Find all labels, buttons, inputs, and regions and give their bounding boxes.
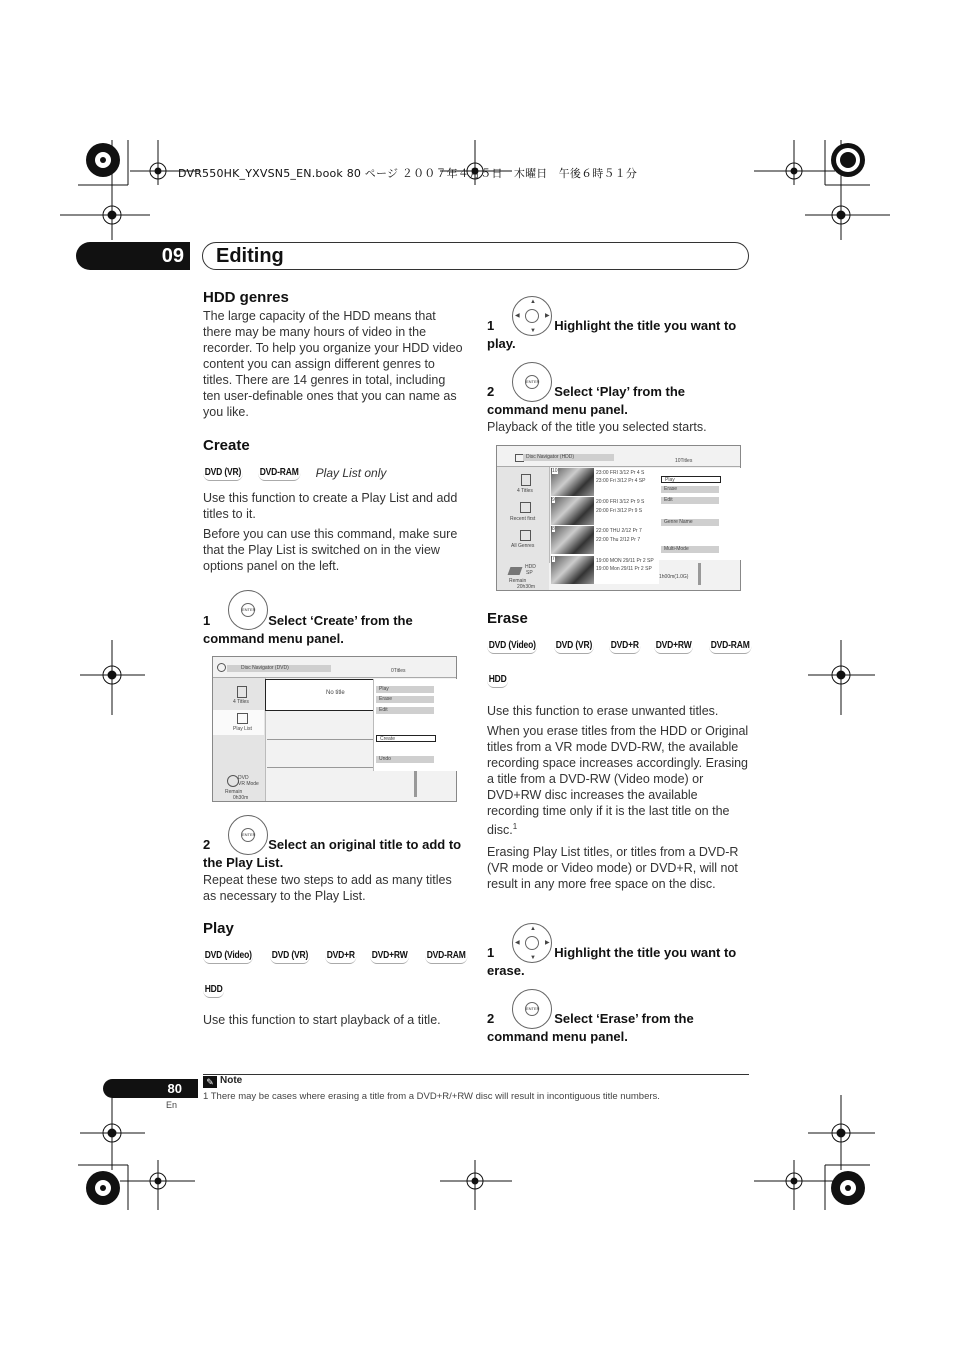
title-row-selected (265, 679, 375, 711)
remain-time: 0h30m (233, 795, 249, 801)
create-step-2 (203, 836, 465, 872)
genre-icon (520, 530, 531, 541)
note-divider (203, 1074, 749, 1075)
play-step-1 (487, 317, 749, 353)
command-menu (659, 468, 741, 560)
erase-badges (487, 638, 759, 654)
menu-edit: Edit (376, 707, 434, 714)
play-badges (203, 948, 475, 964)
row-date: 20:00 FRI 3/12 Pr 9 S (596, 499, 645, 505)
page-lang: En (166, 1100, 178, 1110)
row-number: 9 (552, 497, 555, 503)
play-step2-body: Playback of the title you selected starts. (487, 420, 707, 434)
step-number: 2 (487, 384, 495, 399)
play-step-2 (487, 383, 749, 419)
remain-label: Remain (509, 578, 527, 584)
step-text: Select an original title to add to the Play List. (203, 837, 462, 870)
step-text: Select ‘Play’ from the command menu panel. (487, 384, 686, 417)
side-label: All Genres (511, 543, 535, 549)
hdd-genres-body: The large capacity of the HDD means that there may be many hours of video in the recorder. To help you organize your HDD video content you can assign different genres to titles. There are 14 genres in total, including ten user-definable ones that you can name as you like. (203, 309, 463, 419)
create-step-1 (203, 612, 465, 648)
enter-label: ENTER (525, 375, 539, 389)
step-text: Select ‘Create’ from the command menu panel. (203, 613, 413, 646)
duration-label: 1h00m(1.0G) (659, 574, 689, 580)
thumbnail (551, 526, 594, 554)
screen-title: Disc Navigator (HDD) (523, 454, 614, 461)
joystick-dial-icon: ▲ ▼ ◀ ▶ (512, 296, 552, 336)
disc-icon (217, 663, 226, 672)
step-number: 2 (203, 837, 211, 852)
create-badges (203, 465, 386, 481)
remain-label: Remain (225, 789, 243, 795)
erase-step-1 (487, 944, 749, 980)
hdd-genres-heading: HDD genres (203, 289, 289, 306)
menu-create: Create (376, 735, 436, 742)
erase-p3: Erasing Play List titles, or titles from a DVD-R (VR mode or Video mode) or DVD+R, will not result in any more free space on the disc. (487, 845, 739, 891)
menu-play: Play (661, 476, 721, 483)
create-step2-body: Repeat these two steps to add as many titles as necessary to the Play List. (203, 873, 452, 903)
badge-dvd-plus-rw: DVD+RW (654, 638, 693, 654)
screen-title: Disc Navigator (DVD) (227, 665, 331, 672)
row-date: 22:00 Thu 2/12 Pr 7 (596, 537, 641, 543)
create-heading: Create (203, 437, 250, 454)
screen-sidebar (497, 467, 550, 563)
create-note: Play List only (315, 466, 387, 480)
clock-icon (520, 502, 531, 513)
row-date: 20:00 Fri 3/12 Pr 9 S (596, 508, 643, 514)
hdd-label: SP (526, 570, 533, 576)
step-number: 1 (487, 945, 495, 960)
side-label: Recent first (510, 516, 536, 522)
hdd-drive-icon (508, 567, 523, 575)
side-label: 4 Titles (517, 488, 533, 494)
chapter-number: 09 (76, 242, 190, 270)
row-number: 8 (552, 526, 555, 532)
erase-step-2 (487, 1010, 749, 1046)
side-label: 4 Titles (233, 699, 249, 705)
menu-erase: Erase (661, 486, 719, 493)
thumbnail (551, 497, 594, 525)
hdd-label: HDD (525, 564, 536, 570)
chapter-title: Editing (216, 245, 284, 267)
erase-p2 (487, 723, 749, 838)
create-screen-mockup (212, 656, 457, 802)
joystick-dial-icon: ▲ ▼ ◀ ▶ (512, 923, 552, 963)
menu-genre-name: Genre Name (661, 519, 719, 526)
menu-multi-mode: Multi-Mode (661, 546, 719, 553)
note-label: Note (220, 1075, 243, 1086)
menu-erase: Erase (376, 696, 434, 703)
step-number: 1 (487, 318, 495, 333)
badge-dvd-plus-rw: DVD+RW (370, 948, 409, 964)
chapter-bar (202, 242, 749, 270)
screen-sidebar (213, 678, 266, 801)
erase-heading: Erase (487, 610, 528, 627)
enter-label: ENTER (525, 1002, 539, 1016)
command-menu (373, 679, 458, 771)
badge-dvd-plus-r: DVD+R (325, 948, 357, 964)
enter-label: ENTER (241, 828, 255, 842)
enter-label: ENTER (241, 603, 255, 617)
title-count: 10Titles (675, 458, 693, 464)
badge-dvd-video: DVD (Video) (203, 948, 253, 964)
row-date: 22:00 THU 2/12 Pr 7 (596, 528, 642, 534)
step-text: Select ‘Erase’ from the command menu panel. (487, 1011, 694, 1044)
badge-hdd: HDD (487, 672, 508, 688)
screen-header (497, 446, 740, 467)
hdd-status (497, 563, 549, 590)
menu-play: Play (376, 686, 434, 693)
play-hdd-badge (203, 982, 228, 998)
disc-label: DVD (238, 775, 249, 781)
row-date: 23:00 FRI 3/12 Pr 4 S (596, 470, 645, 476)
create-p2: Before you can use this command, make sure that the Play List is switched on in the view options panel on the left. (203, 527, 458, 573)
badge-dvd-plus-r: DVD+R (609, 638, 641, 654)
badge-dvd-video: DVD (Video) (487, 638, 537, 654)
playlist-icon (237, 713, 248, 724)
scrollbar (698, 563, 701, 585)
menu-undo: Undo (376, 756, 434, 763)
menu-edit: Edit (661, 497, 719, 504)
page-number: 80 (103, 1079, 198, 1098)
step-number: 1 (203, 613, 211, 628)
play-body: Use this function to start playback of a title. (203, 1013, 441, 1027)
side-label: Play List (233, 726, 252, 732)
title-count: 0Titles (391, 668, 406, 674)
badge-dvd-ram: DVD-RAM (425, 948, 467, 964)
create-p1: Use this function to create a Play List and add titles to it. (203, 491, 458, 521)
row-number: 10 (552, 468, 558, 474)
scrollbar (414, 771, 417, 797)
erase-hdd-badge (487, 672, 512, 688)
erase-p1: Use this function to erase unwanted titles. (487, 704, 719, 718)
step-number: 2 (487, 1011, 495, 1026)
file-info-line: DVR550HK_YXVSN5_EN.book 80 ページ ２００７年４月５日 木曜日 午後６時５１分 (178, 167, 638, 180)
row-number: 7 (552, 556, 555, 562)
badge-dvd-vr: DVD (VR) (270, 948, 310, 964)
note-pencil-icon: ✎ (203, 1076, 217, 1088)
remain-time: 20h30m (517, 584, 536, 590)
disc-label: VR Mode (238, 781, 259, 787)
row-date: 19:00 Mon 29/11 Pr 2 SP (596, 566, 652, 572)
screen-header (213, 657, 456, 678)
badge-dvd-ram: DVD-RAM (258, 465, 300, 481)
badge-dvd-vr: DVD (VR) (554, 638, 594, 654)
row-date: 23:00 Fri 3/12 Pr 4 SP (596, 478, 646, 484)
no-title-label: No title (326, 690, 345, 696)
note-text: 1 There may be cases where erasing a title from a DVD+R/+RW disc will result in incontiguous title numbers. (203, 1091, 660, 1102)
footnote-ref: 1 (512, 822, 518, 831)
thumbnail (551, 556, 594, 584)
erase-p2-text: When you erase titles from the HDD or Original titles from a VR mode DVD-RW, the available recording space increases accordingly. Erasing a title from a DVD-RW (Video mode) or DVD+RW disc increases the available recording time only if it is the last title on the disc. (487, 724, 749, 838)
badge-dvd-ram: DVD-RAM (709, 638, 751, 654)
badge-hdd: HDD (203, 982, 224, 998)
film-icon (521, 474, 531, 486)
play-heading: Play (203, 920, 234, 937)
row-date: 19:00 MON 29/11 Pr 2 SP (596, 558, 654, 564)
step-text: Highlight the title you want to erase. (487, 945, 737, 978)
play-screen-mockup (496, 445, 741, 591)
badge-dvd-vr: DVD (VR) (203, 465, 243, 481)
film-icon (237, 686, 247, 698)
step-text: Highlight the title you want to play. (487, 318, 737, 351)
